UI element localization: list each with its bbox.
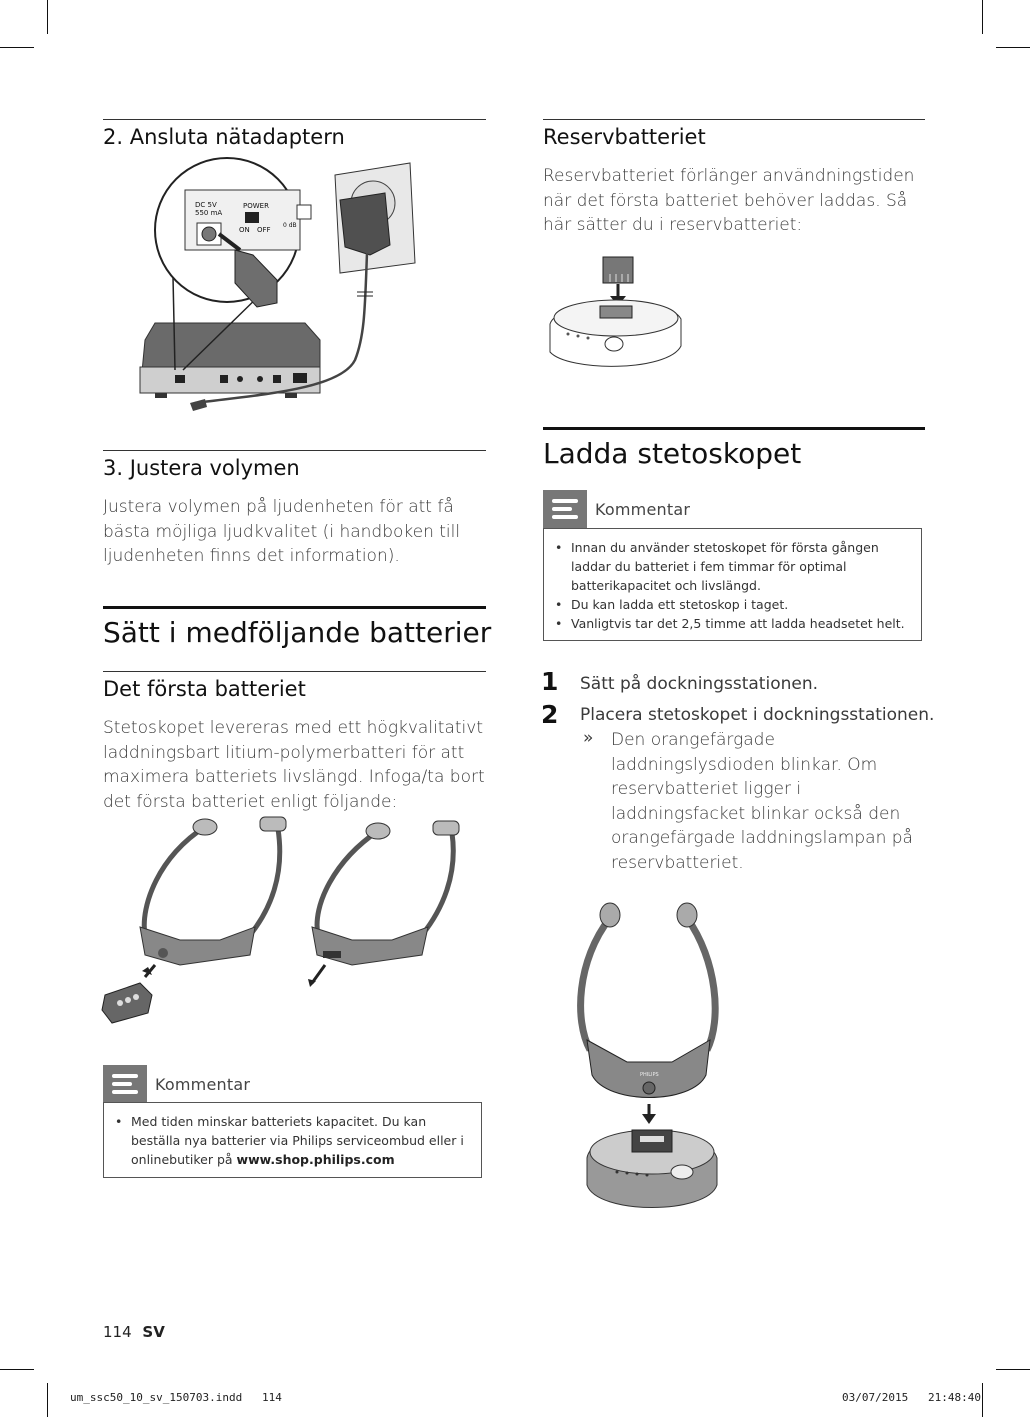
page-language: SV [142,1323,165,1341]
section3-title: 3. Justera volymen [103,456,300,480]
footer-time: 21:48:40 [928,1391,981,1404]
note-item: • Vanligtvis tar det 2,5 timme att ladda headsetet helt. [554,614,911,633]
crop-mark [47,0,48,34]
adapter-connection-illustration [135,155,435,415]
note-title: Kommentar [595,499,691,519]
charge-title: Ladda stetoskopet [543,437,802,470]
section-rule [543,119,925,120]
step-number: 2 [541,700,559,729]
brand-label: PHILIPS [640,1072,659,1078]
section-rule [103,119,486,120]
crop-mark [47,1383,48,1417]
reserve-battery-illustration [548,254,683,372]
note-icon [543,490,587,528]
crop-mark [982,1383,983,1417]
crop-mark [982,0,983,34]
off-label: OFF [257,226,271,234]
on-label: ON [239,226,250,234]
crop-mark [996,1369,1030,1370]
dc-label: DC 5V [195,201,217,209]
docking-station-illustration [572,900,732,1215]
step-text: Sätt på dockningsstationen. [580,674,818,694]
section2-title: 2. Ansluta nätadaptern [103,125,345,149]
note-icon [103,1065,147,1103]
note-header [103,1065,250,1103]
chapter-rule [103,606,486,609]
step-number: 1 [541,667,559,696]
step-text: Placera stetoskopet i dockningsstationen. [580,705,935,725]
note-title: Kommentar [155,1074,251,1094]
note-item [114,1112,471,1169]
reserve-text: Reservbatteriet förlänger användningstiden när det första batteriet behöver laddas. Så här sätter du i reservbatteriet: [543,166,915,235]
note-box [103,1102,482,1178]
page-number-value: 114 [103,1323,132,1341]
crop-mark [0,47,34,48]
battery-insert-illustration [100,815,480,1025]
crop-mark [0,1369,34,1370]
crop-mark [996,47,1030,48]
footer-file: um_ssc50_10_sv_150703.indd 114 [70,1391,282,1404]
shop-link[interactable]: www.shop.philips.com [236,1152,395,1167]
ma-label: 550 mA [195,209,223,217]
note-item: • Du kan ladda ett stetoskop i taget. [554,595,911,614]
result-marker: » [583,728,594,748]
footer-date: 03/07/2015 [842,1391,909,1404]
note-header [543,490,690,528]
section-rule [103,450,486,451]
note-text: Med tiden minskar batteriets kapacitet. Du kan beställa nya batterier via Philips serviceombud eller i onlinebutiker på [131,1114,464,1167]
chapter-rule [543,427,925,430]
result-text: Den orangefärgade laddningslysdioden blinkar. Om reservbatteriet ligger i laddningsfacket blinkar också den orangefärgade laddningslampan på reservbatteriet. [611,730,913,873]
note-item: • Innan du använder stetoskopet för första gången laddar du batteriet i fem timmar för optimal batterikapacitet och livslängd. [554,538,911,595]
db-label: 0 dB [283,222,297,229]
page-number [103,1323,165,1341]
power-label: POWER [243,202,269,210]
first-battery-text: Stetoskopet levereras med ett högkvalitativt laddningsbart litium-polymerbatteri för att maximera batteriets livslängd. Infoga/ta bort det första batteriet enligt följande: [103,718,485,812]
section3-text: Justera volymen på ljudenheten för att få bästa möjliga ljudkvalitet (i handboken till ljudenheten finns det information). [103,497,461,566]
reserve-title: Reservbatteriet [543,125,706,149]
section-rule [103,671,486,672]
first-battery-title: Det första batteriet [103,677,306,701]
batteries-title: Sätt i medföljande batterier [103,616,492,649]
note-box [543,528,922,641]
